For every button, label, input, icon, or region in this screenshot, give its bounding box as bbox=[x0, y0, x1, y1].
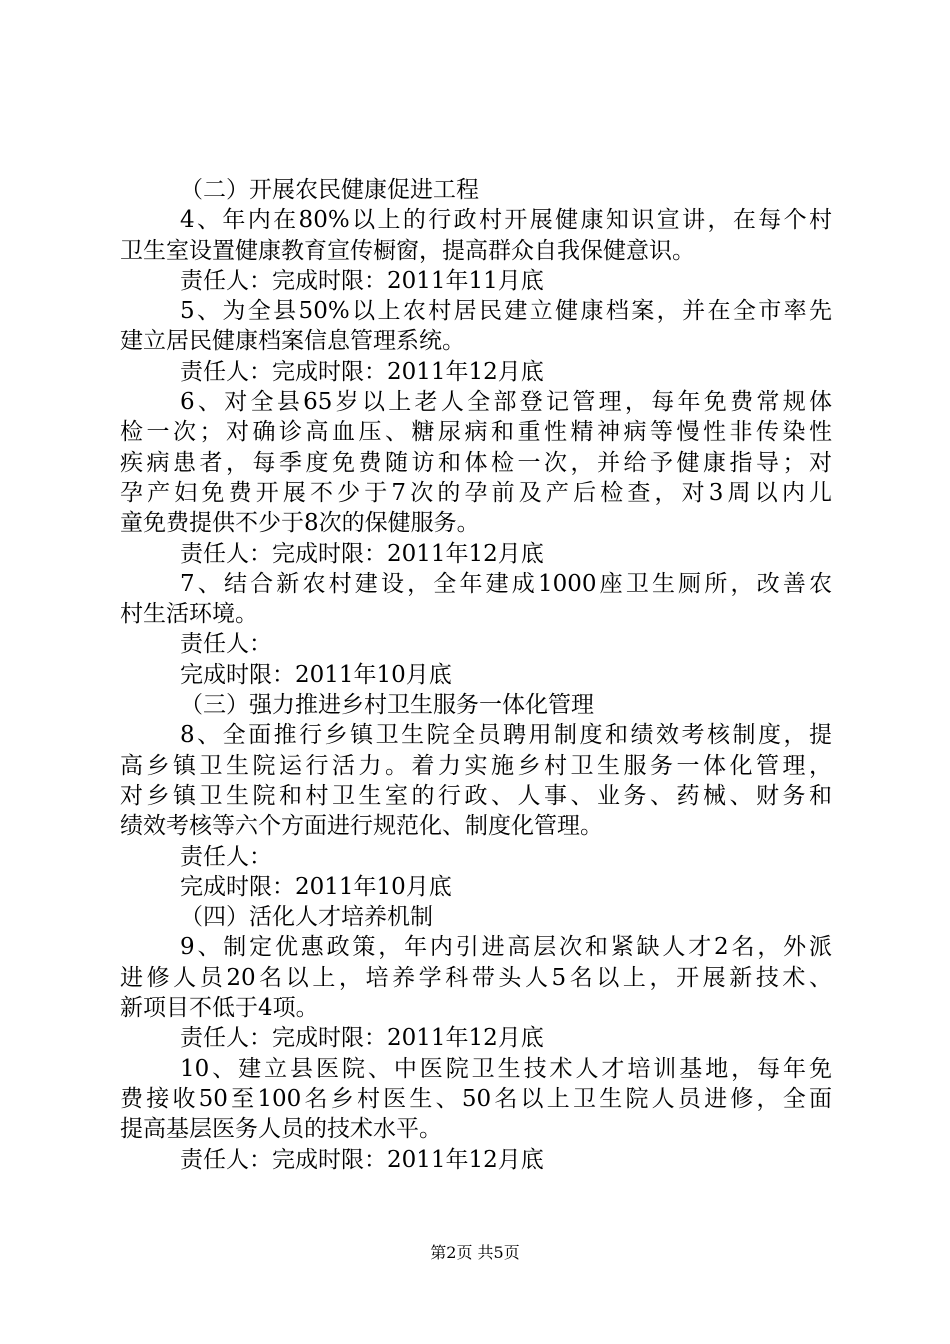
page-number-footer: 第2页 共5页 bbox=[430, 1243, 520, 1262]
document-body bbox=[120, 175, 832, 1175]
deadline-line: 完成时限：2011年10月底 bbox=[180, 661, 452, 688]
section-heading-4: （四）活化人才培养机制 bbox=[180, 904, 433, 931]
paragraph-line: 费接收50至100名乡村医生、50名以上卫生院人员进修，全面 bbox=[120, 1085, 832, 1112]
paragraph-line: 4、年内在80%以上的行政村开展健康知识宣讲，在每个村 bbox=[180, 207, 832, 234]
paragraph-line: 检一次；对确诊高血压、糖尿病和重性精神病等慢性非传染性 bbox=[120, 419, 832, 446]
paragraph-line: 提高基层医务人员的技术水平。 bbox=[120, 1116, 442, 1143]
section-heading-2: （二）开展农民健康促进工程 bbox=[180, 177, 479, 203]
deadline-line: 完成时限：2011年10月底 bbox=[180, 873, 452, 900]
paragraph-line: 孕产妇免费开展不少于7次的孕前及产后检查，对3周以内儿 bbox=[120, 479, 832, 506]
paragraph-line: 5、为全县50%以上农村居民建立健康档案，并在全市率先 bbox=[180, 298, 832, 325]
paragraph-line: 9、制定优惠政策，年内引进高层次和紧缺人才2名，外派 bbox=[180, 934, 832, 961]
responsibility-line: 责任人： bbox=[180, 631, 272, 658]
section-heading-3: （三）强力推进乡村卫生服务一体化管理 bbox=[180, 692, 594, 719]
paragraph-line: 新项目不低于4项。 bbox=[120, 995, 319, 1022]
paragraph-line: 对乡镇卫生院和村卫生室的行政、人事、业务、药械、财务和 bbox=[120, 782, 832, 809]
responsibility-line: 责任人：完成时限：2011年11月底 bbox=[180, 267, 544, 294]
responsibility-line: 责任人： bbox=[180, 843, 272, 870]
paragraph-line: 进修人员20名以上，培养学科带头人5名以上，开展新技术、 bbox=[120, 964, 832, 991]
paragraph-line: 疾病患者，每季度免费随访和体检一次，并给予健康指导；对 bbox=[120, 449, 832, 476]
paragraph-line: 童免费提供不少于8次的保健服务。 bbox=[120, 510, 480, 537]
responsibility-line: 责任人：完成时限：2011年12月底 bbox=[180, 1025, 544, 1052]
responsibility-line: 责任人：完成时限：2011年12月底 bbox=[180, 540, 544, 567]
paragraph-line: 绩效考核等六个方面进行规范化、制度化管理。 bbox=[120, 813, 603, 840]
paragraph-line: 7、结合新农村建设，全年建成1000座卫生厕所，改善农 bbox=[180, 570, 832, 597]
paragraph-line: 卫生室设置健康教育宣传橱窗，提高群众自我保健意识。 bbox=[120, 237, 695, 264]
paragraph-line: 高乡镇卫生院运行活力。着力实施乡村卫生服务一体化管理， bbox=[120, 752, 832, 779]
paragraph-line: 建立居民健康档案信息管理系统。 bbox=[120, 328, 465, 355]
paragraph-line: 10、建立县医院、中医院卫生技术人才培训基地，每年免 bbox=[180, 1055, 832, 1082]
paragraph-line: 8、全面推行乡镇卫生院全员聘用制度和绩效考核制度，提 bbox=[180, 722, 832, 749]
paragraph-line: 6、对全县65岁以上老人全部登记管理，每年免费常规体 bbox=[180, 389, 832, 416]
responsibility-line: 责任人：完成时限：2011年12月底 bbox=[180, 358, 544, 385]
paragraph-line: 村生活环境。 bbox=[120, 601, 258, 628]
responsibility-line: 责任人：完成时限：2011年12月底 bbox=[180, 1146, 544, 1173]
